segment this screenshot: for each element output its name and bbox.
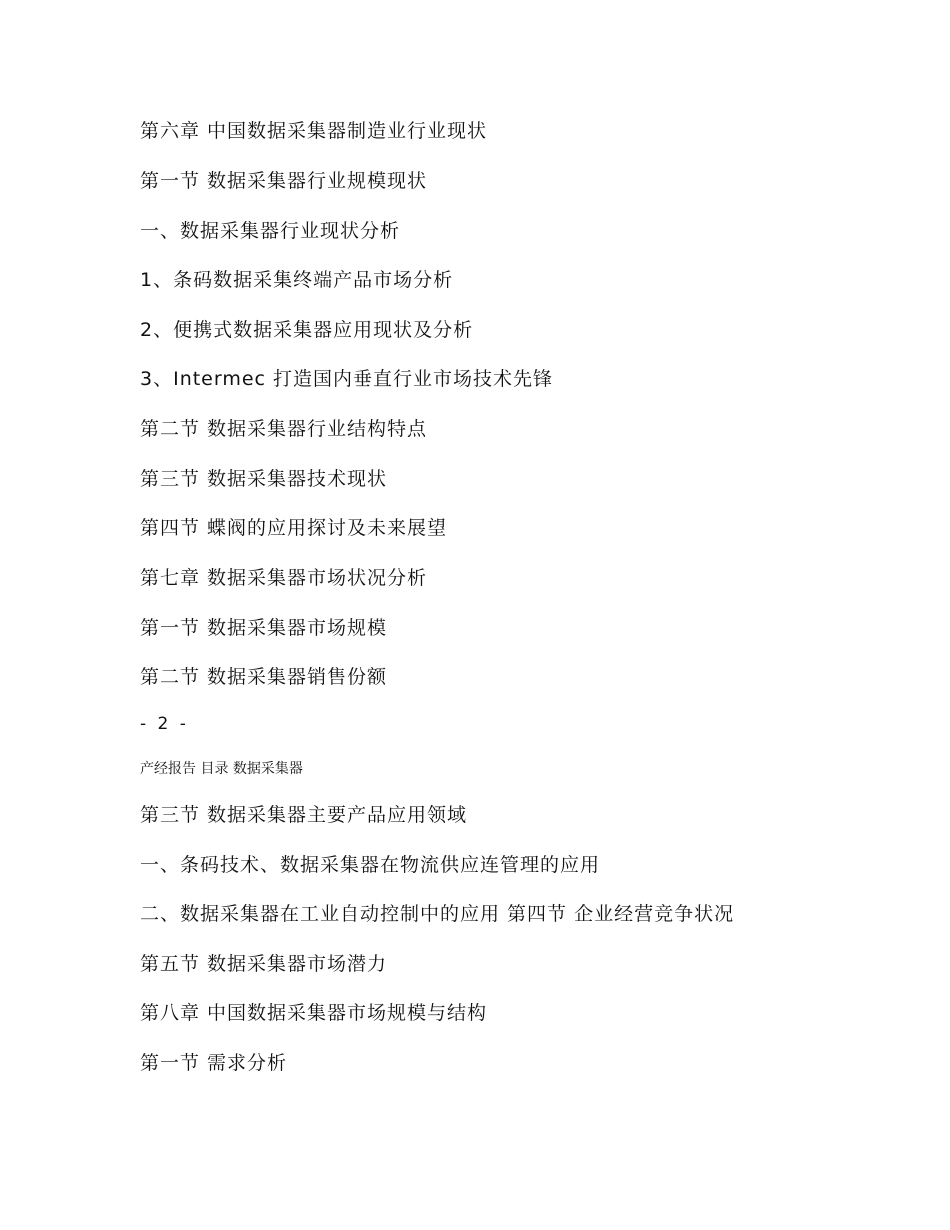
toc-entry: 第六章 中国数据采集器制造业行业现状 [140,120,488,142]
toc-entry: 第一节 数据采集器市场规模 [140,617,388,639]
toc-entry: 第二节 数据采集器销售份额 [140,666,388,688]
toc-entry: 一、数据采集器行业现状分析 [140,220,401,242]
page-number: - 2 - [140,714,189,734]
toc-entry: 第四节 蝶阀的应用探讨及未来展望 [140,517,448,539]
toc-entry: 第三节 数据采集器技术现状 [140,468,388,490]
running-header: 产经报告 目录 数据采集器 [140,761,303,777]
toc-entry: 2、便携式数据采集器应用现状及分析 [140,319,474,341]
toc-entry: 第一节 需求分析 [140,1052,288,1074]
toc-entry: 1、条码数据采集终端产品市场分析 [140,269,454,291]
toc-entry: 3、Intermec 打造国内垂直行业市场技术先锋 [140,368,554,390]
toc-entry: 第八章 中国数据采集器市场规模与结构 [140,1002,488,1024]
toc-entry: 第五节 数据采集器市场潜力 [140,953,388,975]
toc-entry: 第一节 数据采集器行业规模现状 [140,170,428,192]
toc-entry: 第三节 数据采集器主要产品应用领域 [140,804,468,826]
toc-entry: 二、数据采集器在工业自动控制中的应用 第四节 企业经营竞争状况 [140,903,735,925]
toc-entry: 第七章 数据采集器市场状况分析 [140,567,428,589]
toc-entry: 第二节 数据采集器行业结构特点 [140,418,428,440]
toc-entry: 一、条码技术、数据采集器在物流供应连管理的应用 [140,854,601,876]
